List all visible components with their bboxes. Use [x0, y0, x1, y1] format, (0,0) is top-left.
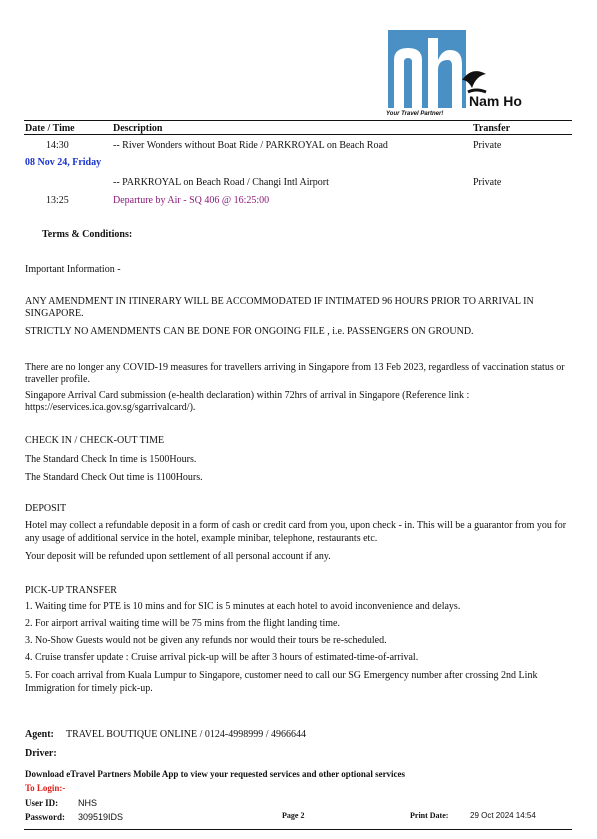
row-time: 13:25: [46, 195, 69, 206]
row-description: -- PARKROYAL on Beach Road / Changi Intl Airport: [113, 177, 329, 188]
checkin-time: The Standard Check In time is 1500Hours.: [25, 454, 197, 465]
amendment-notice-2: STRICTLY NO AMENDMENTS CAN BE DONE FOR ONGOING FILE , i.e. PASSENGERS ON GROUND.: [25, 326, 474, 337]
print-date-value: 29 Oct 2024 14:54: [470, 811, 536, 820]
row-description: -- River Wonders without Boat Ride / PARKROYAL on Beach Road: [113, 140, 388, 151]
header-date-time: Date / Time: [25, 123, 75, 134]
covid-info: There are no longer any COVID-19 measures for travellers arriving in Singapore from 13 Feb 2023, regardless of vaccination status or traveller profile.: [25, 362, 565, 385]
header-description: Description: [113, 123, 163, 134]
checkout-time: The Standard Check Out time is 1100Hours.: [25, 472, 203, 483]
amendment-notice: ANY AMENDMENT IN ITINERARY WILL BE ACCOMMODATED IF INTIMATED 96 HOURS PRIOR TO ARRIVAL IN SINGAPORE.: [25, 296, 534, 319]
arrival-card-info: Singapore Arrival Card submission (e-health declaration) within 72hrs of arrival in Singapore (Reference link : https://eservices.ica.gov.sg/sgarrivalcard/).: [25, 390, 470, 413]
row-date: 08 Nov 24, Friday: [25, 157, 102, 168]
important-info: Important Information -: [25, 264, 121, 275]
agent-label: Agent:: [25, 729, 54, 740]
row-departure: Departure by Air - SQ 406 @ 16:25:00: [113, 195, 270, 206]
logo-brand-name: Nam Ho: [469, 93, 522, 109]
deposit-info: Hotel may collect a refundable deposit in a form of cash or credit card from you, upon check - in. This will be a guarantor from you for any usage of additional service in the hotel, example minibar, telephone, restaurants etc.: [25, 520, 567, 544]
pickup-title: PICK-UP TRANSFER: [25, 585, 117, 596]
footer-rule: [24, 829, 572, 830]
pickup-item: 2. For airport arrival waiting time will be 75 mins from the flight landing time.: [25, 618, 340, 629]
logo-tagline: Your Travel Partner!: [386, 111, 444, 117]
pickup-item: 3. No-Show Guests would not be given any refunds nor would their tours be re-scheduled.: [25, 635, 387, 646]
login-label: To Login:-: [25, 783, 66, 793]
pickup-item: 5. For coach arrival from Kuala Lumpur to Singapore, customer need to call our SG Emergency number after crossing 2nd Link Immigration for timely pick-up.: [25, 670, 538, 694]
password-label: Password:: [25, 812, 65, 822]
row-transfer: Private: [473, 140, 502, 151]
user-id-value: NHS: [78, 798, 98, 808]
user-id-label: User ID:: [25, 798, 59, 808]
print-date-label: Print Date:: [410, 811, 449, 820]
row-transfer: Private: [473, 177, 502, 188]
table-top-rule: [24, 120, 572, 121]
driver-label: Driver:: [25, 748, 57, 759]
deposit-title: DEPOSIT: [25, 503, 67, 514]
download-notice: Download eTravel Partners Mobile App to view your requested services and other optional services: [25, 769, 406, 779]
deposit-refund: Your deposit will be refunded upon settlement of all personal account if any.: [25, 551, 331, 562]
terms-title: Terms & Conditions:: [42, 229, 133, 240]
page-number: Page 2: [282, 811, 305, 820]
table-header-rule: [24, 134, 572, 135]
agent-value: TRAVEL BOUTIQUE ONLINE / 0124-4998999 / 4966644: [66, 729, 306, 740]
header-transfer: Transfer: [473, 123, 511, 134]
password-value: 309519IDS: [78, 812, 124, 822]
checkin-title: CHECK IN / CHECK-OUT TIME: [25, 435, 165, 446]
pickup-item: 4. Cruise transfer update : Cruise arrival pick-up will be after 3 hours of estimated-time-of-arrival.: [25, 652, 419, 663]
pickup-item: 1. Waiting time for PTE is 10 mins and for SIC is 5 minutes at each hotel to avoid inconvenience and delays.: [25, 601, 461, 612]
row-time: 14:30: [46, 140, 69, 151]
